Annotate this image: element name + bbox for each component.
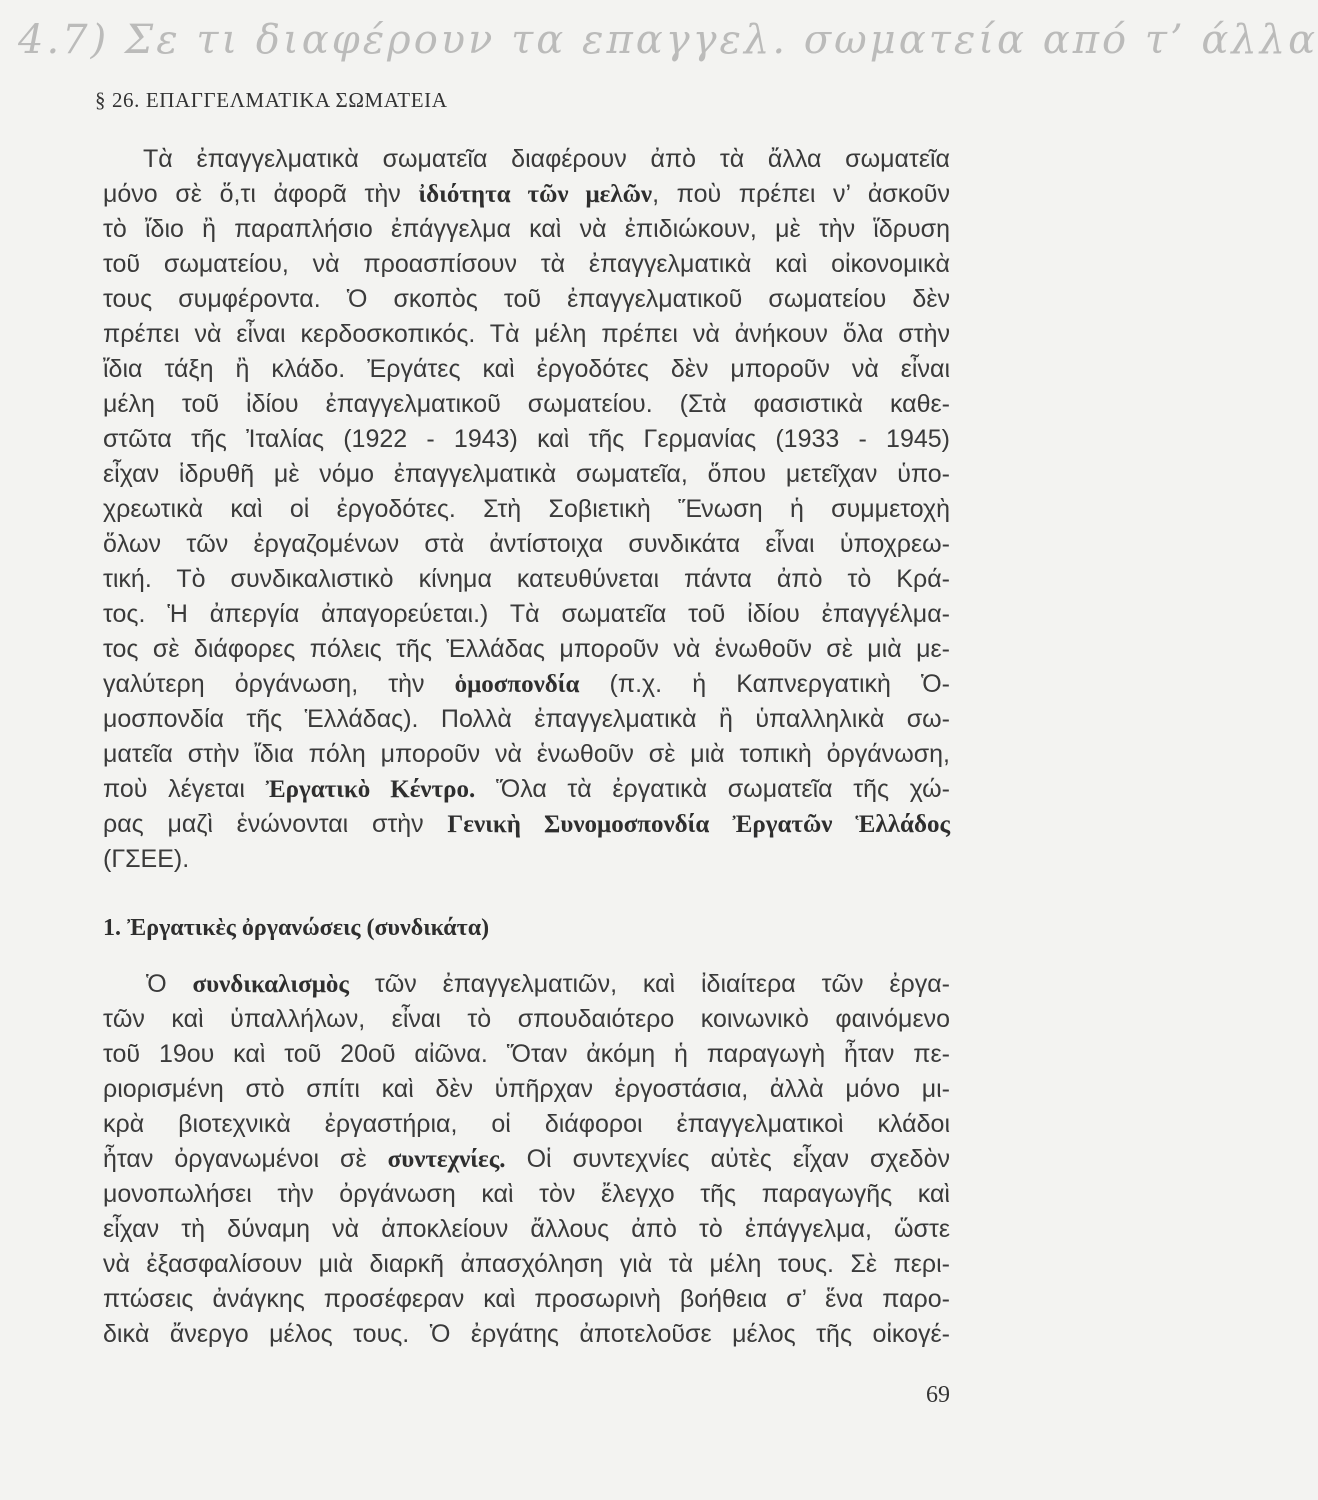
text-run: , ποὺ πρέπει ν’ ἀσκοῦν: [652, 180, 950, 208]
text-line: [103, 1317, 950, 1352]
text-line: [103, 1107, 950, 1142]
text-run: τική. Τὸ συνδικαλιστικὸ κίνημα κατευθύνεται πάντα ἀπὸ τὸ Κρά-: [103, 565, 950, 593]
text-line: [103, 527, 950, 562]
text-run: τους συμφέροντα. Ὁ σκοπὸς τοῦ ἐπαγγελματικοῦ σωματείου δὲν: [103, 285, 950, 313]
text-run: κρὰ βιοτεχνικὰ ἐργαστήρια, οἱ διάφοροι ἐπαγγελματικοὶ κλάδοι: [103, 1110, 950, 1138]
text-line: [103, 1142, 950, 1177]
text-line: [103, 842, 950, 877]
text-run: τῶν καὶ ὑπαλλήλων, εἶναι τὸ σπουδαιότερο κοινωνικὸ φαινόμενο: [103, 1005, 950, 1033]
text-line: [103, 562, 950, 597]
text-run: τοῦ σωματείου, νὰ προασπίσουν τὰ ἐπαγγελματικὰ καὶ οἰκονομικὰ: [103, 250, 950, 278]
text-line: [103, 142, 950, 177]
text-run: ἴδια τάξη ἢ κλάδο. Ἐργάτες καὶ ἐργοδότες δὲν μποροῦν νὰ εἶναι: [103, 355, 950, 383]
section-paragraph: [103, 142, 950, 877]
text-run: τος σὲ διάφορες πόλεις τῆς Ἑλλάδας μποροῦν νὰ ἑνωθοῦν σὲ μιὰ με-: [103, 635, 950, 663]
subsection-paragraph: [103, 967, 950, 1352]
text-run: μέλη τοῦ ἰδίου ἐπαγγελματικοῦ σωματείου. (Στὰ φασιστικὰ καθε-: [103, 390, 950, 418]
text-line: [103, 457, 950, 492]
text-run: (π.χ. ἡ Καπνεργατικὴ Ὁ-: [579, 670, 950, 698]
text-run: (ΓΣΕΕ).: [103, 845, 190, 873]
text-run: ὅλων τῶν ἐργαζομένων στὰ ἀντίστοιχα συνδικάτα εἶναι ὑποχρεω-: [103, 530, 950, 558]
subsection-heading: 1. Ἐργατικὲς ὀργανώσεις (συνδικάτα): [103, 915, 490, 941]
text-line: [103, 772, 950, 807]
text-run: τος. Ἡ ἀπεργία ἀπαγορεύεται.) Τὰ σωματεῖα τοῦ ἰδίου ἐπαγγέλμα-: [103, 600, 950, 628]
text-run: ριορισμένη στὸ σπίτι καὶ δὲν ὑπῆρχαν ἐργοστάσια, ἀλλὰ μόνο μι-: [103, 1075, 950, 1103]
text-line: [103, 317, 950, 352]
text-line: [103, 807, 950, 842]
text-run: στῶτα τῆς Ἰταλίας (1922 - 1943) καὶ τῆς Γερμανίας (1933 - 1945): [103, 425, 950, 453]
bold-term: συνδικαλισμὸς: [192, 971, 349, 998]
bold-term: ὁμοσπονδία: [454, 671, 580, 698]
text-run: χρεωτικὰ καὶ οἱ ἐργοδότες. Στὴ Σοβιετικὴ Ἕνωση ἡ συμμετοχὴ: [103, 495, 950, 523]
text-line: [103, 1247, 950, 1282]
text-run: ποὺ λέγεται: [103, 775, 266, 803]
text-line: [103, 212, 950, 247]
text-run: νὰ ἐξασφαλίσουν μιὰ διαρκῆ ἀπασχόληση γιὰ τὰ μέλη τους. Σὲ περι-: [103, 1250, 950, 1278]
text-run: εἶχαν ἱδρυθῆ μὲ νόμο ἐπαγγελματικὰ σωματεῖα, ὅπου μετεῖχαν ὑπο-: [103, 460, 950, 488]
bold-term: συντεχνίες.: [387, 1146, 506, 1173]
text-run: ματεῖα στὴν ἴδια πόλη μποροῦν νὰ ἑνωθοῦν σὲ μιὰ τοπικὴ ὀργάνωση,: [103, 740, 950, 768]
text-run: ρας μαζὶ ἑνώνονται στὴν: [103, 810, 448, 838]
text-line: [103, 702, 950, 737]
text-run: Ὅλα τὰ ἐργατικὰ σωματεῖα τῆς χώ-: [475, 775, 950, 803]
text-line: [103, 422, 950, 457]
text-line: [103, 632, 950, 667]
text-line: [103, 1002, 950, 1037]
text-run: τῶν ἐπαγγελματιῶν, καὶ ἰδιαίτερα τῶν ἐργα-: [348, 970, 950, 998]
text-line: [103, 1177, 950, 1212]
text-run: τὸ ἴδιο ἢ παραπλήσιο ἐπάγγελμα καὶ νὰ ἐπιδιώκουν, μὲ τὴν ἵδρυση: [103, 215, 950, 243]
text-run: δικὰ ἄνεργο μέλος τους. Ὁ ἐργάτης ἀποτελοῦσε μέλος τῆς οἰκογέ-: [103, 1320, 950, 1348]
text-line: [103, 667, 950, 702]
text-line: [103, 737, 950, 772]
text-line: [103, 1037, 950, 1072]
text-run: μόνο σὲ ὅ,τι ἀφορᾶ τὴν: [103, 180, 419, 208]
text-line: [103, 282, 950, 317]
text-run: ἦταν ὀργανωμένοι σὲ: [103, 1145, 388, 1173]
bold-term: Ἐργατικὸ Κέντρο.: [265, 776, 476, 803]
text-line: [103, 387, 950, 422]
text-line: [103, 597, 950, 632]
text-line: [103, 177, 950, 212]
text-run: μονοπωλήσει τὴν ὀργάνωση καὶ τὸν ἔλεγχο τῆς παραγωγῆς καὶ: [103, 1180, 950, 1208]
text-line: [103, 352, 950, 387]
text-run: μοσπονδία τῆς Ἑλλάδας). Πολλὰ ἐπαγγελματικὰ ἢ ὑπαλληλικὰ σω-: [103, 705, 950, 733]
bold-term: Γενικὴ Συνομοσπονδία Ἐργατῶν Ἑλλάδος: [447, 811, 951, 838]
text-run: γαλύτερη ὀργάνωση, τὴν: [103, 670, 455, 698]
text-run: Τὰ ἐπαγγελματικὰ σωματεῖα διαφέρουν ἀπὸ τὰ ἄλλα σωματεῖα: [143, 145, 950, 173]
text-line: [103, 1212, 950, 1247]
text-run: πτώσεις ἀνάγκης προσέφεραν καὶ προσωρινὴ βοήθεια σ’ ἕνα παρο-: [103, 1285, 950, 1313]
text-run: εἶχαν τὴ δύναμη νὰ ἀποκλείουν ἄλλους ἀπὸ τὸ ἐπάγγελμα, ὥστε: [103, 1215, 950, 1243]
bold-term: ἰδιότητα τῶν μελῶν: [418, 181, 653, 208]
text-line: [103, 1072, 950, 1107]
page-number: 69: [926, 1382, 950, 1408]
text-line: [103, 967, 950, 1002]
text-line: [103, 247, 950, 282]
text-line: [103, 1282, 950, 1317]
text-line: [103, 492, 950, 527]
text-run: τοῦ 19ου καὶ τοῦ 20οῦ αἰῶνα. Ὅταν ἀκόμη ἡ παραγωγὴ ἦταν πε-: [103, 1040, 950, 1068]
text-run: Οἱ συντεχνίες αὐτὲς εἶχαν σχεδὸν: [505, 1145, 950, 1173]
text-run: Ὁ: [146, 970, 193, 998]
section-heading: § 26. ΕΠΑΓΓΕΛΜΑΤΙΚΑ ΣΩΜΑΤΕΙΑ: [95, 88, 448, 112]
handwritten-note: 4.7) Σε τι διαφέρουν τα επαγγελ. σωματεία από τ’ άλλα: [18, 17, 1318, 63]
text-run: πρέπει νὰ εἶναι κερδοσκοπικός. Τὰ μέλη πρέπει νὰ ἀνήκουν ὅλα στὴν: [103, 320, 950, 348]
